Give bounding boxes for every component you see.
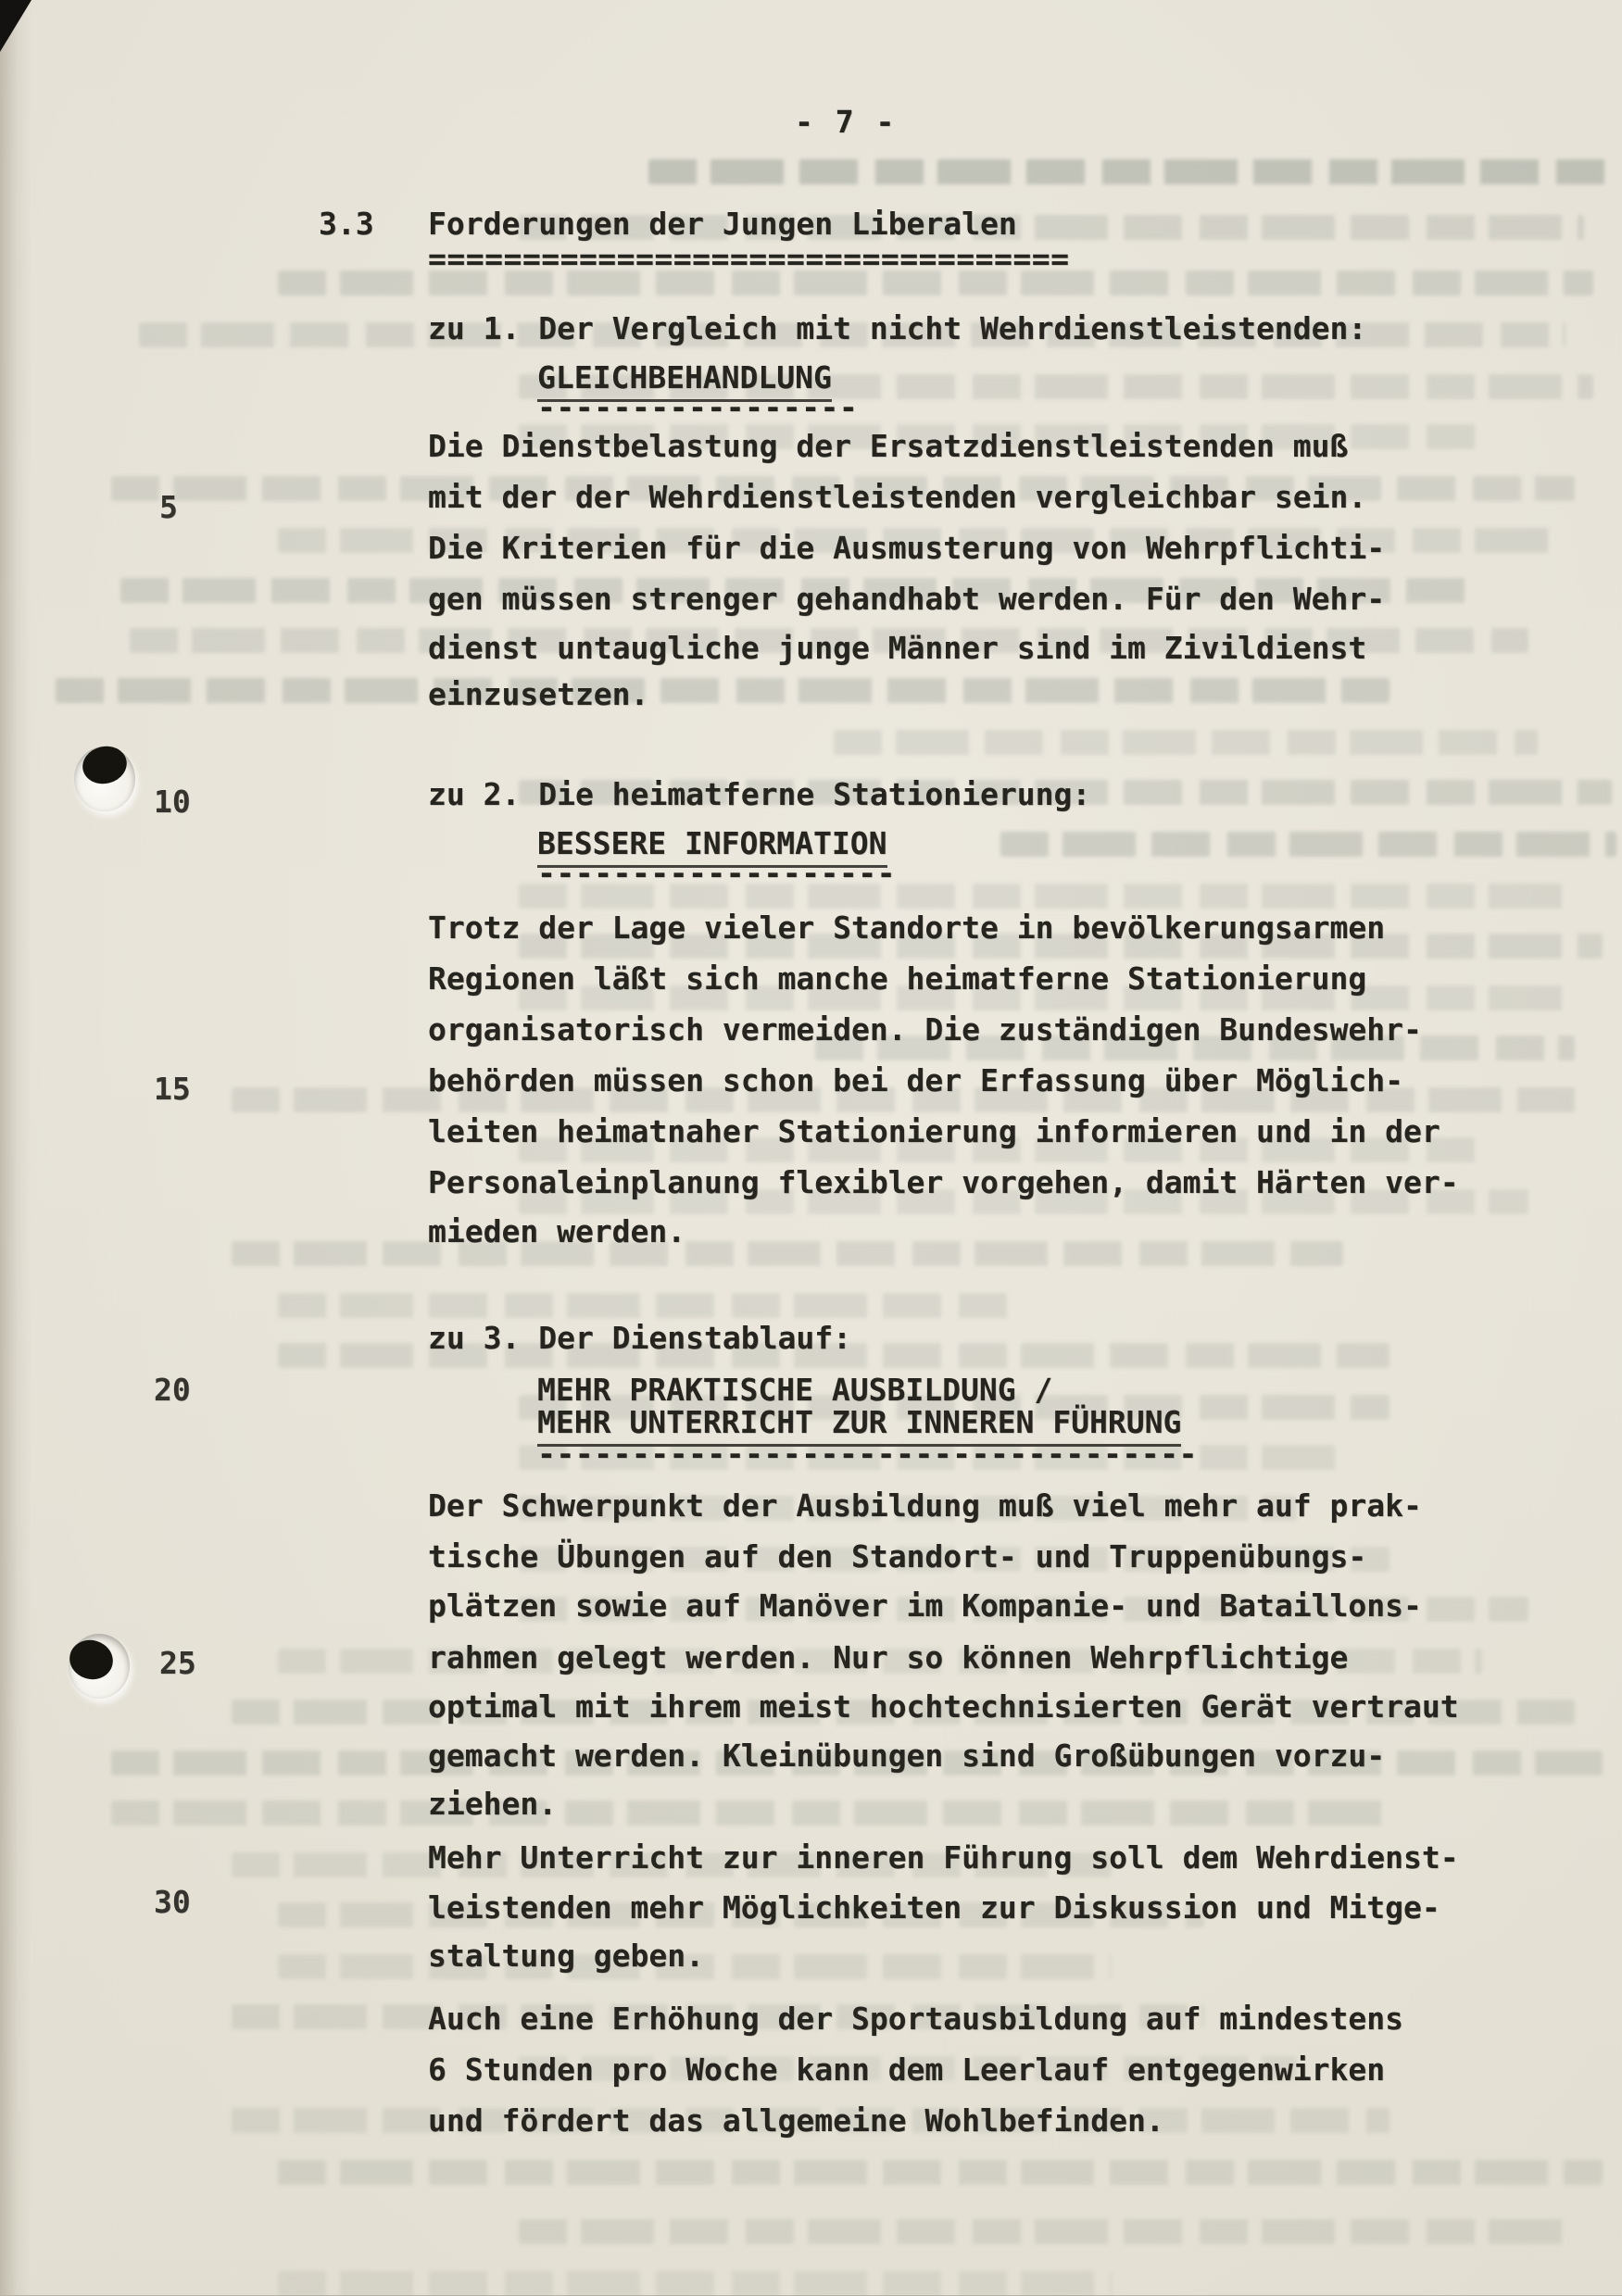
bleed-through-line bbox=[56, 678, 1389, 703]
subsection-3-keyword-line-2: MEHR UNTERRICHT ZUR INNEREN FÜHRUNG bbox=[537, 1404, 1181, 1447]
bleed-through-line bbox=[232, 1241, 1343, 1266]
subsection-2-heading: zu 2. Die heimatferne Stationierung: bbox=[428, 776, 1091, 812]
bleed-through-line bbox=[278, 2271, 1112, 2296]
section-number: 3.3 bbox=[319, 206, 374, 242]
text-line: Mehr Unterricht zur inneren Führung soll dem Wehrdienst- bbox=[428, 1839, 1459, 1876]
text-line: organisatorisch vermeiden. Die zuständigen Bundeswehr- bbox=[428, 1011, 1422, 1048]
text-line: Die Kriterien für die Ausmusterung von Wehrpflichti- bbox=[428, 530, 1386, 566]
text-line: gen müssen strenger gehandhabt werden. Für den Wehr- bbox=[428, 581, 1386, 617]
text-line: einzusetzen. bbox=[428, 676, 649, 712]
text-line: 6 Stunden pro Woche kann dem Leerlauf entgegenwirken bbox=[428, 2051, 1386, 2088]
text-line: mieden werden. bbox=[428, 1213, 686, 1249]
subsection-3-heading: zu 3. Der Dienstablauf: bbox=[428, 1320, 851, 1356]
bleed-through-line bbox=[519, 2219, 1575, 2244]
line-number-10: 10 bbox=[154, 784, 191, 820]
punch-hole-bottom bbox=[69, 1634, 130, 1699]
text-line: dienst untaugliche junge Männer sind im Zivildienst bbox=[428, 630, 1367, 666]
text-line: tische Übungen auf den Standort- und Truppenübungs- bbox=[428, 1538, 1367, 1575]
text-line: gemacht werden. Kleinübungen sind Großübungen vorzu- bbox=[428, 1738, 1386, 1774]
section-title: Forderungen der Jungen Liberalen bbox=[428, 206, 1017, 242]
punch-hole-top bbox=[74, 747, 135, 811]
subsection-1-underline: ----------------- bbox=[537, 389, 859, 425]
subsection-3-underline: ----------------------------------- bbox=[537, 1436, 1198, 1472]
bleed-through-line bbox=[1000, 832, 1616, 857]
line-number-5: 5 bbox=[159, 489, 178, 525]
section-title-underline: ================================== bbox=[428, 241, 1070, 277]
text-line: rahmen gelegt werden. Nur so können Wehrpflichtige bbox=[428, 1639, 1349, 1675]
bleed-through-line bbox=[648, 159, 1612, 184]
text-line: Personaleinplanung flexibler vorgehen, damit Härten ver- bbox=[428, 1164, 1459, 1200]
scan-corner-artifact bbox=[0, 0, 37, 57]
text-line: behörden müssen schon bei der Erfassung über Möglich- bbox=[428, 1062, 1403, 1098]
subsection-2-underline: ------------------- bbox=[537, 855, 896, 891]
text-line: leiten heimatnaher Stationierung informieren und in der bbox=[428, 1113, 1440, 1149]
text-line: leistenden mehr Möglichkeiten zur Diskussion und Mitge- bbox=[428, 1889, 1440, 1926]
text-line: Regionen läßt sich manche heimatferne Stationierung bbox=[428, 960, 1367, 997]
subsection-2-keyword: BESSERE INFORMATION bbox=[537, 825, 887, 868]
text-line: mit der der Wehrdienstleistenden vergleichbar sein. bbox=[428, 479, 1367, 515]
line-number-30: 30 bbox=[154, 1884, 191, 1920]
line-number-20: 20 bbox=[154, 1372, 191, 1408]
line-number-15: 15 bbox=[154, 1071, 191, 1107]
page-number: - 7 - bbox=[795, 104, 897, 140]
subsection-1-keyword: GLEICHBEHANDLUNG bbox=[537, 359, 832, 402]
bleed-through-line bbox=[278, 1293, 1019, 1318]
bleed-through-line bbox=[834, 730, 1538, 755]
text-line: und fördert das allgemeine Wohlbefinden. bbox=[428, 2102, 1164, 2139]
text-line: Die Dienstbelastung der Ersatzdienstleistenden muß bbox=[428, 428, 1349, 464]
bleed-through-line bbox=[278, 2160, 1603, 2185]
text-line: Trotz der Lage vieler Standorte in bevölkerungsarmen bbox=[428, 910, 1386, 946]
punch-hole-bottom-shadow bbox=[65, 1635, 118, 1684]
left-edge-shadow bbox=[0, 0, 31, 2295]
text-line: staltung geben. bbox=[428, 1938, 705, 1974]
line-number-25: 25 bbox=[159, 1645, 196, 1681]
text-line: Auch eine Erhöhung der Sportausbildung auf mindestens bbox=[428, 2001, 1403, 2037]
punch-hole-top-shadow bbox=[79, 742, 131, 788]
text-line: ziehen. bbox=[428, 1786, 558, 1822]
subsection-3-keyword-line-1: MEHR PRAKTISCHE AUSBILDUNG / bbox=[537, 1372, 1053, 1408]
subsection-1-heading: zu 1. Der Vergleich mit nicht Wehrdienstleistenden: bbox=[428, 310, 1367, 346]
bleed-through-line bbox=[111, 1800, 1389, 1826]
text-line: Der Schwerpunkt der Ausbildung muß viel mehr auf prak- bbox=[428, 1487, 1422, 1524]
text-line: optimal mit ihrem meist hochtechnisierten Gerät vertraut bbox=[428, 1688, 1459, 1725]
text-line: plätzen sowie auf Manöver im Kompanie- und Bataillons- bbox=[428, 1587, 1422, 1624]
